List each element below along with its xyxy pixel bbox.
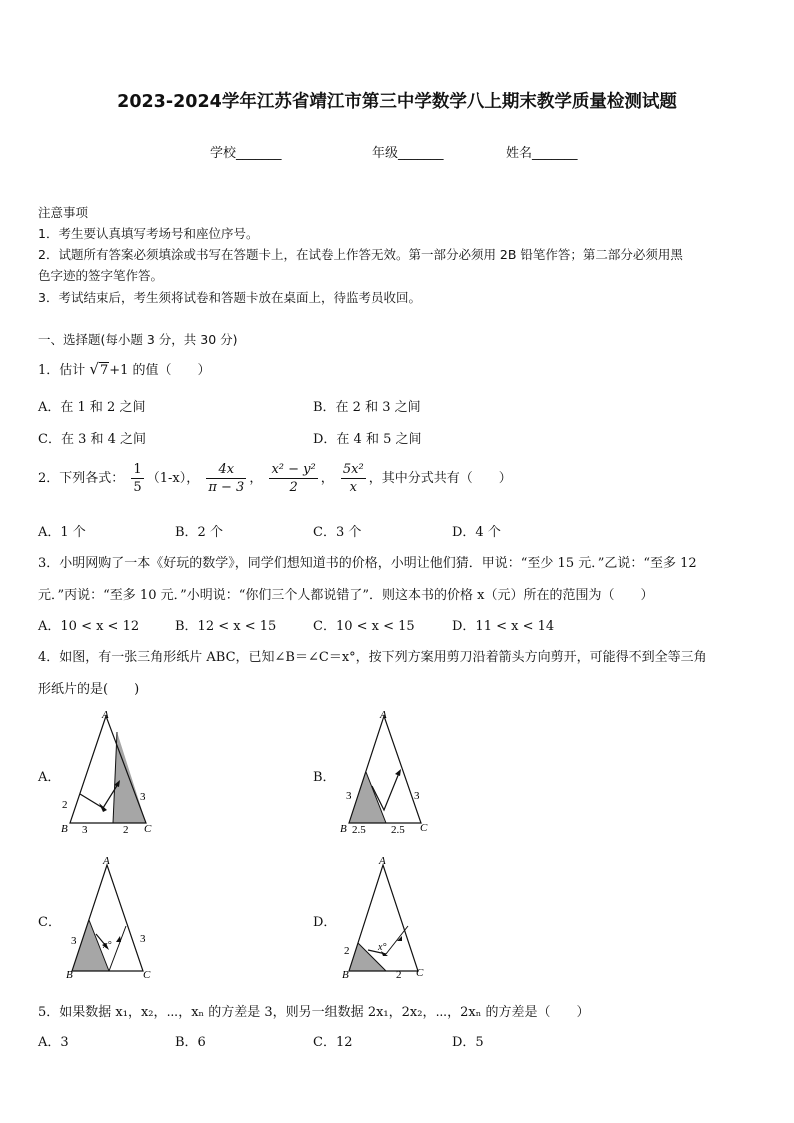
vertex-a: A (380, 709, 387, 721)
arrow-icon (395, 769, 401, 776)
fraction-2: $\frac{4x}{\pi - 3}$ (208, 462, 245, 495)
triangle-diagram-d (336, 852, 436, 980)
fraction-1: $\frac{1}{5}$ (133, 462, 142, 495)
length-label: 3 (71, 935, 77, 947)
question-4-line2: 形纸片的是( ) (38, 682, 140, 697)
note-item: 3．考试结束后，考生须将试卷和答题卡放在桌面上，待监考员收回。 (38, 290, 421, 305)
question-5: 5．如果数据 x₁，x₂，⋯，xₙ 的方差是 3，则另一组数据 2x₁，2x₂，⋯，2xₙ 的方差是（ ） (38, 1005, 590, 1020)
q1-option-b: B．在 2 和 3 之间 (313, 400, 421, 415)
arrow-icon (116, 936, 121, 942)
cut-line (109, 926, 126, 971)
question-3-line2: 元．”丙说：“至多 10 元．”小明说：“你们三个人都说错了”．则这本书的价格 x（元）所在的范围为（ ） (38, 588, 654, 603)
triangle-diagram-b (336, 706, 436, 838)
grade-field: 年级_______ (372, 146, 444, 161)
sqrt-icon: √ (89, 360, 99, 378)
q4-label-a: A． (38, 770, 61, 785)
note-item: 2．试题所有答案必须填涂或书写在答题卡上，在试卷上作答无效。第一部分必须用 2B 铅笔作答；第二部分必须用黑 (38, 247, 683, 262)
page-title: 2023-2024学年江苏省靖江市第三中学数学八上期末教学质量检测试题 (117, 92, 677, 112)
q2-option-c: C．3 个 (313, 525, 362, 540)
angle-label: x° (378, 942, 387, 953)
q3-option-b: B．12 < x < 15 (175, 619, 277, 634)
vertex-b: B (342, 969, 349, 980)
vertex-c: C (144, 823, 152, 835)
length-label: 2 (123, 824, 129, 836)
vertex-a: A (102, 709, 109, 721)
length-label: 3 (346, 790, 352, 802)
school-field: 学校_______ (210, 146, 282, 161)
q5-option-b: B．6 (175, 1035, 206, 1050)
vertex-a: A (103, 855, 110, 867)
length-label: 3 (414, 790, 420, 802)
vertex-b: B (66, 969, 73, 980)
q2-suffix: ，其中分式共有（ ） (368, 471, 512, 486)
vertex-a: A (379, 855, 386, 867)
question-3-line1: 3．小明网购了一本《好玩的数学》，同学们想知道书的价格，小明让他们猜．甲说：“至少 15 元．”乙说：“至多 12 (38, 556, 697, 571)
question-1 (38, 359, 211, 378)
q1-prefix: 1．估计 (38, 363, 86, 378)
q5-option-a: A．3 (38, 1035, 69, 1050)
fraction-3: $\frac{\text{x² − y²}}{2}$ (271, 462, 316, 495)
q2-option-a: A．1 个 (38, 525, 86, 540)
vertex-c: C (416, 967, 424, 979)
triangle-diagram-a (58, 706, 158, 838)
q1-option-d: D．在 4 和 5 之间 (313, 432, 422, 447)
cut-line (386, 926, 408, 954)
q3-option-c: C．10 < x < 15 (313, 619, 415, 634)
shaded-region (349, 772, 386, 823)
q2-prefix: 2．下列各式： (38, 471, 125, 486)
notes-heading: 注意事项 (38, 205, 89, 220)
length-label: 2.5 (391, 824, 405, 836)
q2-option-b: B．2 个 (175, 525, 223, 540)
length-label: 3 (140, 791, 146, 803)
vertex-b: B (61, 823, 68, 835)
name-field: 姓名_______ (506, 146, 578, 161)
length-label: 2.5 (352, 824, 366, 836)
triangle-diagram-c (58, 852, 158, 980)
note-item: 1．考生要认真填写考场号和座位序号。 (38, 226, 259, 241)
cut-path (80, 784, 118, 808)
section-heading: 一、选择题(每小题 3 分，共 30 分) (38, 332, 238, 347)
length-label: 2 (344, 945, 350, 957)
q2-term: （1-x）， (146, 471, 200, 486)
q1-radicand: 7 (99, 363, 109, 378)
fraction-4: $\frac{\text{5x²}}{x}$ (342, 462, 364, 495)
q1-suffix: +1 的值（ ） (109, 363, 211, 378)
q2-option-d: D．4 个 (452, 525, 501, 540)
q5-option-d: D．5 (452, 1035, 484, 1050)
q3-option-d: D．11 < x < 14 (452, 619, 555, 634)
length-label: 3 (140, 933, 146, 945)
length-label: 3 (82, 824, 88, 836)
vertex-c: C (143, 969, 151, 980)
q5-option-c: C．12 (313, 1035, 353, 1050)
q1-option-c: C．在 3 和 4 之间 (38, 432, 147, 447)
q3-option-a: A．10 < x < 12 (38, 619, 140, 634)
vertex-b: B (340, 823, 347, 835)
q4-label-b: B． (313, 770, 336, 785)
note-item: 色字迹的签字笔作答。 (38, 268, 164, 283)
length-label: 2 (62, 799, 68, 811)
vertex-c: C (420, 822, 428, 834)
q1-option-a: A．在 1 和 2 之间 (38, 400, 146, 415)
length-label: 2 (396, 969, 402, 980)
question-4-line1: 4．如图，有一张三角形纸片 ABC，已知∠B＝∠C＝x°，按下列方案用剪刀沿着箭头方向剪开，可能得不到全等三角 (38, 650, 707, 665)
question-2: 2．下列各式： $\frac{1}{5}$ （1-x）， $\frac{4x}{\pi - 3}$ ， $\frac{\text{x² − y²}}{2}$ ， $\frac{\text{5x²}}{x}$ ，其中分式共有（ ） (38, 462, 512, 495)
angle-label: x° (103, 940, 112, 951)
q4-label-c: C． (38, 915, 61, 930)
q4-label-d: D． (313, 915, 337, 930)
